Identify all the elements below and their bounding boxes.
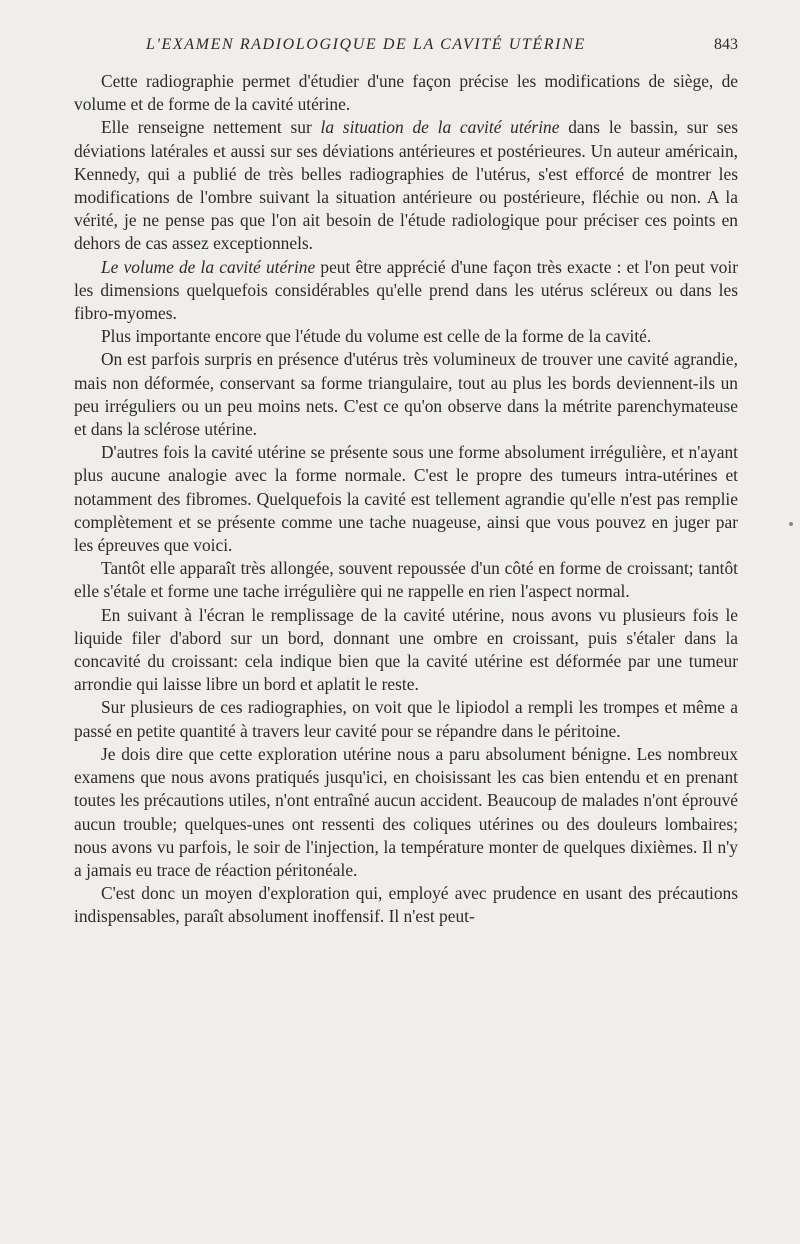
paragraph-2: Elle renseigne nettement sur la situation de la cavité utérine dans le bassin, sur ses déviations latérales et aussi sur ses déviations antérieures et postérieures. Un auteur américain, Kennedy, qui a publié de très belles radiographies de l'utérus, s'est efforcé de montrer les modifications de l'ombre suivant la situation antérieure ou postérieure, fléchie ou non. A la vérité, je ne pense pas que l'on ait besoin de l'étude radiologique pour préciser ces points en dehors de cas assez exceptionnels. — [74, 117, 739, 254]
italic-phrase-situation: la situation de la cavité utérine — [320, 117, 560, 138]
italic-phrase-volume: Le volume de la cavité utérine — [101, 256, 316, 277]
paragraph-1: Cette radiographie permet d'étudier d'une façon précise les modifications de siège, de volume et de forme de la cavité utérine. — [74, 71, 738, 115]
paragraph-9: Sur plusieurs de ces radiographies, on voit que le lipiodol a rempli les trompes et même a passé en petite quantité à travers leur cavité pour se répandre dans le péritoine. — [74, 697, 738, 741]
paragraph-7: Tantôt elle apparaît très allongée, souvent repoussée d'un côté en forme de croissant; tantôt elle s'étale et forme une tache irrégulière qui ne rappelle en rien l'aspect normal. — [74, 558, 738, 602]
page-number: 843 — [714, 36, 738, 53]
paragraph-11: C'est donc un moyen d'exploration qui, employé avec prudence en usant des précautions indispensables, paraît absolument inoffensif. Il n'est peut- — [74, 883, 738, 927]
paragraph-6: D'autres fois la cavité utérine se présente sous une forme absolument irrégulière, et n'ayant plus aucune analogie avec la forme normale. C'est le propre des tumeurs intra-utérines et notamment des fibromes. Quelquefois la cavité est tellement agrandie qu'elle n'est pas remplie complètement et se présente comme une tache nuageuse, ainsi que vous pouvez en juger par les épreuves que voici. — [74, 442, 738, 556]
paragraph-10: Je dois dire que cette exploration utérine nous a paru absolument bénigne. Les nombreux examens que nous avons pratiqués jusqu'ici, en choisissant les cas bien entendu et en prenant toutes les précautions utiles, n'ont entraîné aucun accident. Beaucoup de malades n'ont éprouvé aucun trouble; quelques-unes ont ressenti des coliques utérines ou des douleurs lombaires; nous avons vu parfois, le soir de l'injection, la température monter de quelques dixièmes. Il n'y a jamais eu trace de réaction péritonéale. — [74, 743, 738, 880]
body-text — [74, 70, 738, 929]
paragraph-4: Plus importante encore que l'étude du volume est celle de la forme de la cavité. — [101, 326, 652, 347]
running-title: L'EXAMEN RADIOLOGIQUE DE LA CAVITÉ UTÉRINE — [146, 36, 586, 53]
paragraph-3: Le volume de la cavité utérine peut être apprécié d'une façon très exacte : et l'on peut voir les dimensions quelquefois considérables qu'elle prend dans les utérus scléreux ou dans les fibro-myomes. — [74, 256, 738, 324]
running-header — [74, 34, 738, 60]
paragraph-5: On est parfois surpris en présence d'utérus très volumineux de trouver une cavité agrandie, mais non déformée, conservant sa forme triangulaire, tout au plus les bords deviennent-ils un peu irréguliers ou un peu moins nets. C'est ce qu'on observe dans la métrite parenchymateuse et dans la sclérose utérine. — [74, 349, 738, 440]
paper-speck — [789, 522, 793, 526]
paragraph-8: En suivant à l'écran le remplissage de la cavité utérine, nous avons vu plusieurs fois le liquide filer d'abord sur un bord, donnant une ombre en croissant, puis s'étaler dans la concavité du croissant: cela indique bien que la cavité utérine est déformée par une tumeur arrondie qui laisse libre un bord et aplatit le reste. — [74, 604, 738, 695]
